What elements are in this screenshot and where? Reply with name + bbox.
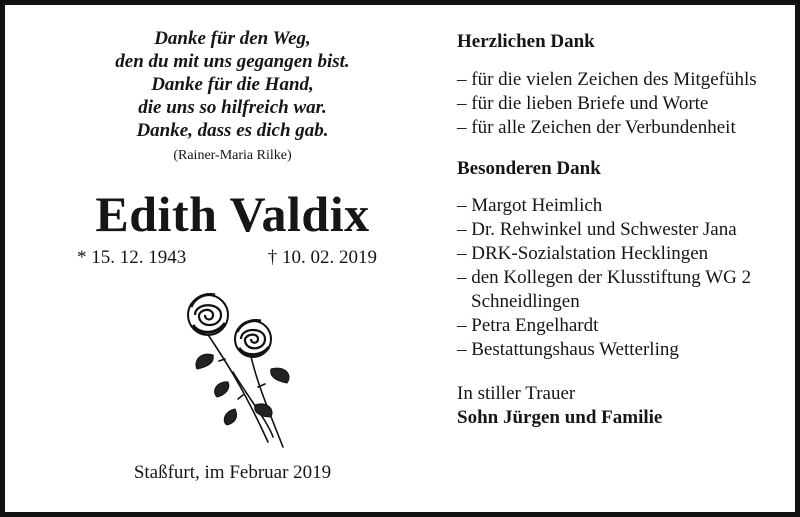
list-item: – für alle Zeichen der Verbundenheit: [457, 117, 736, 138]
left-column: [45, 27, 420, 483]
list-item: – für die vielen Zeichen des Mitgefühls: [457, 69, 757, 90]
poem-attribution: (Rainer-Maria Rilke): [173, 148, 292, 163]
signature: Sohn Jürgen und Familie: [457, 407, 663, 428]
special-thanks-heading: Besonderen Dank: [457, 158, 601, 179]
thanks-list: [457, 68, 757, 140]
rose-icon: [188, 295, 228, 336]
list-item: – Petra Engelhardt: [457, 315, 599, 336]
poem-line: die uns so hilfreich war.: [138, 97, 327, 118]
poem-line: Danke für den Weg,: [154, 28, 311, 49]
poem-line: den du mit uns gegangen bist.: [115, 51, 350, 72]
list-item-continuation: Schneidlingen: [471, 291, 580, 312]
special-thanks-list: [457, 194, 751, 362]
roses-illustration: [173, 277, 303, 452]
list-item: – für die lieben Briefe und Worte: [457, 93, 709, 114]
place-and-date: Staßfurt, im Februar 2019: [133, 462, 332, 483]
death-date: † 10. 02. 2019: [267, 247, 377, 268]
closing-line: In stiller Trauer: [457, 383, 576, 404]
list-item: – den Kollegen der Klusstiftung WG 2: [457, 267, 752, 288]
list-item: – Bestattungshaus Wetterling: [457, 339, 679, 360]
poem: [45, 27, 420, 142]
deceased-name: Edith Valdix: [95, 186, 370, 242]
closing-block: [457, 382, 662, 430]
rose-icon: [235, 320, 271, 357]
list-item: – Margot Heimlich: [457, 195, 603, 216]
list-item: – DRK-Sozialstation Hecklingen: [457, 243, 709, 264]
poem-line: Danke für die Hand,: [151, 74, 314, 95]
list-item: – Dr. Rehwinkel und Schwester Jana: [457, 219, 737, 240]
thanks-heading: Herzlichen Dank: [457, 31, 595, 52]
poem-line: Danke, dass es dich gab.: [136, 120, 329, 141]
birth-date: * 15. 12. 1943: [77, 247, 187, 268]
